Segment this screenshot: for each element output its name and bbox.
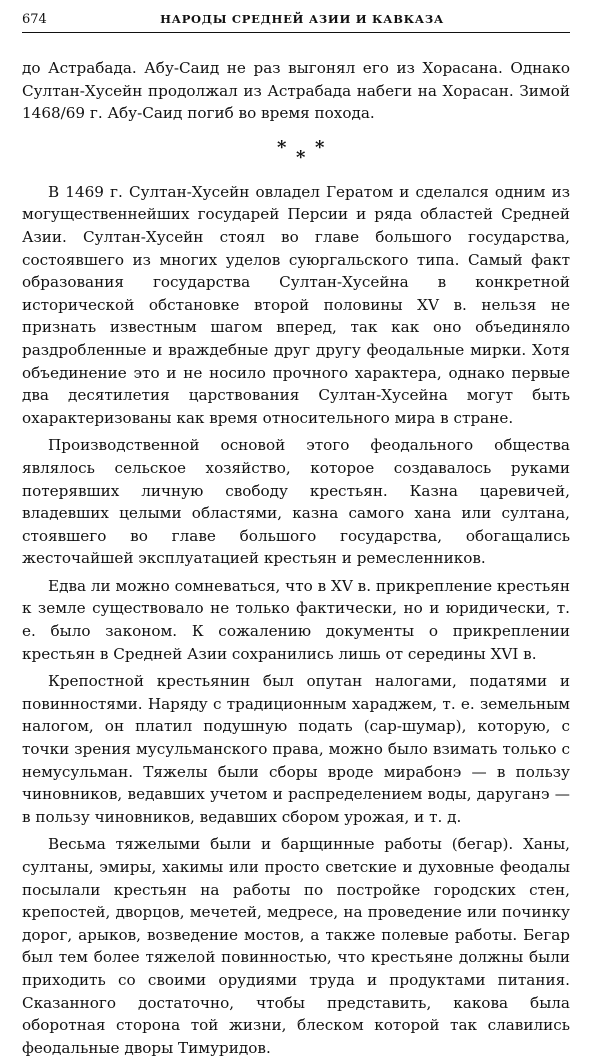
body-text xyxy=(22,57,570,1059)
paragraph-continuation: до Астрабада. Абу-Саид не раз выгонял его из Хорасана. Однако Султан-Хусейн продолжал из Астрабада набеги на Хорасан. Зимой 1468/69 г. Абу-Саид погиб во время похода. xyxy=(22,59,570,123)
section-separator xyxy=(22,135,570,175)
page-number: 674 xyxy=(22,12,47,27)
separator-star: * xyxy=(277,136,287,158)
paragraph: Едва ли можно сомневаться, что в XV в. прикрепление крестьян к земле существовало не только фактически, но и юридически, т. е. было законом. К сожалению документы о прикреплении крестьян в Средней Азии сохранились лишь от середины XVI в. xyxy=(22,576,570,663)
separator-star: * xyxy=(315,136,325,158)
paragraph: Весьма тяжелыми были и барщинные работы (бегар). Ханы, султаны, эмиры, хакимы или просто светские и духовные феодалы посылали крестьян на работы по постройке городских стен, крепостей, дворцов, мечетей, медресе, на проведение или починку дорог, арыков, возведение мостов, а также полевые работы. Бегар был тем более тяжелой повинностью, что крестьяне должны были приходить со своими орудиями труда и продуктами питания. Сказанного достаточно, чтобы представить, какова была оборотная сторона той жизни, блеском которой так славились феодальные дворы Тимуридов. xyxy=(22,835,570,1057)
paragraph: Крепостной крестьянин был опутан налогами, податями и повинностями. Наряду с традиционным хараджем, т. е. земельным налогом, он платил подушную подать (сар-шумар), которую, с точки зрения мусульманского права, можно было взимать только с немусульман. Тяжелы были сборы вроде мирабонэ — в пользу чиновников, ведавших учетом и распределением воды, даруганэ — в пользу чиновников, ведавших сбором урожая, и т. д. xyxy=(22,672,570,826)
running-title: НАРОДЫ СРЕДНЕЙ АЗИИ И КАВКАЗА xyxy=(160,12,444,26)
paragraph: В 1469 г. Султан-Хусейн овладел Гератом и сделался одним из могущественнейших государей Персии и ряда областей Средней Азии. Султан-Хусейн стоял во главе большого государства, состоявшего из многих уделов суюргальского типа. Самый факт образования государства Султан-Хусейна в конкретной исторической обстановке второй половины XV в. нельзя не признать известным шагом вперед, так как оно объединяло раздробленные и враждебные друг другу феодальные мирки. Хотя объединение это и не носило прочного характера, однако первые два десятилетия царствования Султан-Хусейна могут быть охарактеризованы как время относительного мира в стране. xyxy=(22,182,570,427)
book-page xyxy=(22,12,570,1059)
page-header xyxy=(22,12,570,33)
paragraph: Производственной основой этого феодального общества являлось сельское хозяйство, которое создавалось руками потерявших личную свободу крестьян. Казна царевичей, владевших целыми областями, казна самого хана или султана, стоявшего во главе большого государства, обогащались жесточайшей эксплуатацией крестьян и ремесленников. xyxy=(22,436,570,568)
separator-star: * xyxy=(296,146,306,168)
